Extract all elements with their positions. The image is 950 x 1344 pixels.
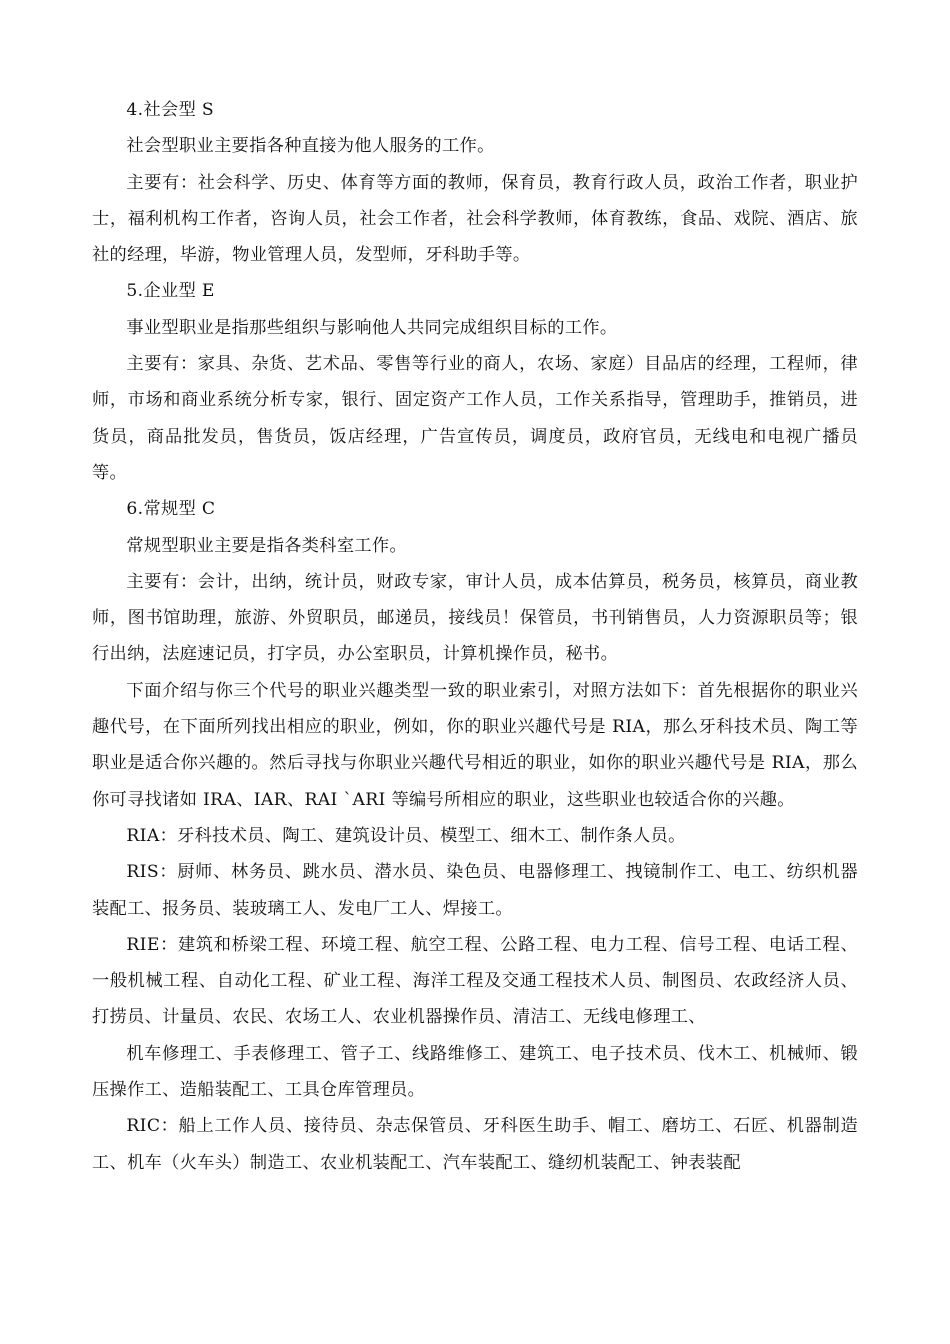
section-examples-social: 主要有：社会科学、历史、体育等方面的教师，保育员，教育行政人员，政治工作者，职业护士，福利机构工作者，咨询人员，社会工作者，社会科学教师，体育教练，食品、戏院、酒店、旅社的经理，毕游，物业管理人员，发型师，牙科助手等。 [92,172,858,266]
section-definition-social: 社会型职业主要指各种直接为他人服务的工作。 [126,136,495,157]
index-entry-rie: RIE：建筑和桥梁工程、环境工程、航空工程、公路工程、电力工程、信号工程、电话工程、一般机械工程、自动化工程、矿业工程、海洋工程及交通工程技术人员、制图员、农政经济人员、打捞员、计量员、农民、农场工人、农业机器操作员、清洁工、无线电修理工、 [92,934,858,1028]
index-entry-ria: RIA：牙科技术员、陶工、建筑设计员、模型工、细木工、制作条人员。 [126,825,686,846]
index-intro-paragraph: 下面介绍与你三个代号的职业兴趣类型一致的职业索引，对照方法如下：首先根据你的职业兴趣代号，在下面所列找出相应的职业，例如，你的职业兴趣代号是 RIA，那么牙科技术员、陶工等职业是适合你兴趣的。然后寻找与你职业兴趣代号相近的职业，如你的职业兴趣代号是 RIA，那么你可寻找诸如 IRA、IAR、RAI ˋARI 等编号所相应的职业，这些职业也较适合你的兴趣。 [92,680,858,810]
section-definition-conventional: 常规型职业主要是指各类科室工作。 [126,535,407,556]
section-examples-enterprise: 主要有：家具、杂货、艺术品、零售等行业的商人，农场、家庭）目品店的经理，工程师，律师，市场和商业系统分析专家，银行、固定资产工作人员，工作关系指导，管理助手，推销员，进货员，商品批发员，售货员，饭店经理，广告宣传员，调度员，政府官员，无线电和电视广播员等。 [92,354,858,483]
section-heading-social: 4.社会型 S [126,100,215,120]
index-entry-ric: RIC：船上工作人员、接待员、杂志保管员、牙科医生助手、帽工、磨坊工、石匠、机器制造工、机车（火车头）制造工、农业机装配工、汽车装配工、缝纫机装配工、钟表装配 [92,1116,858,1173]
section-heading-enterprise: 5.企业型 E [126,281,215,302]
section-definition-enterprise: 事业型职业是指那些组织与影响他人共同完成组织目标的工作。 [126,317,618,338]
index-entry-rie-continued: 机车修理工、手表修理工、管子工、线路维修工、建筑工、电子技术员、伐木工、机械师、锻压操作工、造船装配工、工具仓库管理员。 [92,1043,858,1101]
section-heading-conventional: 6.常规型 C [126,499,216,520]
section-examples-conventional: 主要有：会计，出纳，统计员，财政专家，审计人员，成本估算员，税务员，核算员，商业教师，图书馆助理，旅游、外贸职员，邮递员，接线员！保管员，书刊销售员，人力资源职员等；银行出纳，法庭速记员，打字员，办公室职员，计算机操作员，秘书。 [92,571,858,665]
index-entry-ris: RIS：厨师、林务员、跳水员、潜水员、染色员、电器修理工、拽镜制作工、电工、纺织机器装配工、报务员、装玻璃工人、发电厂工人、焊接工。 [92,862,858,919]
